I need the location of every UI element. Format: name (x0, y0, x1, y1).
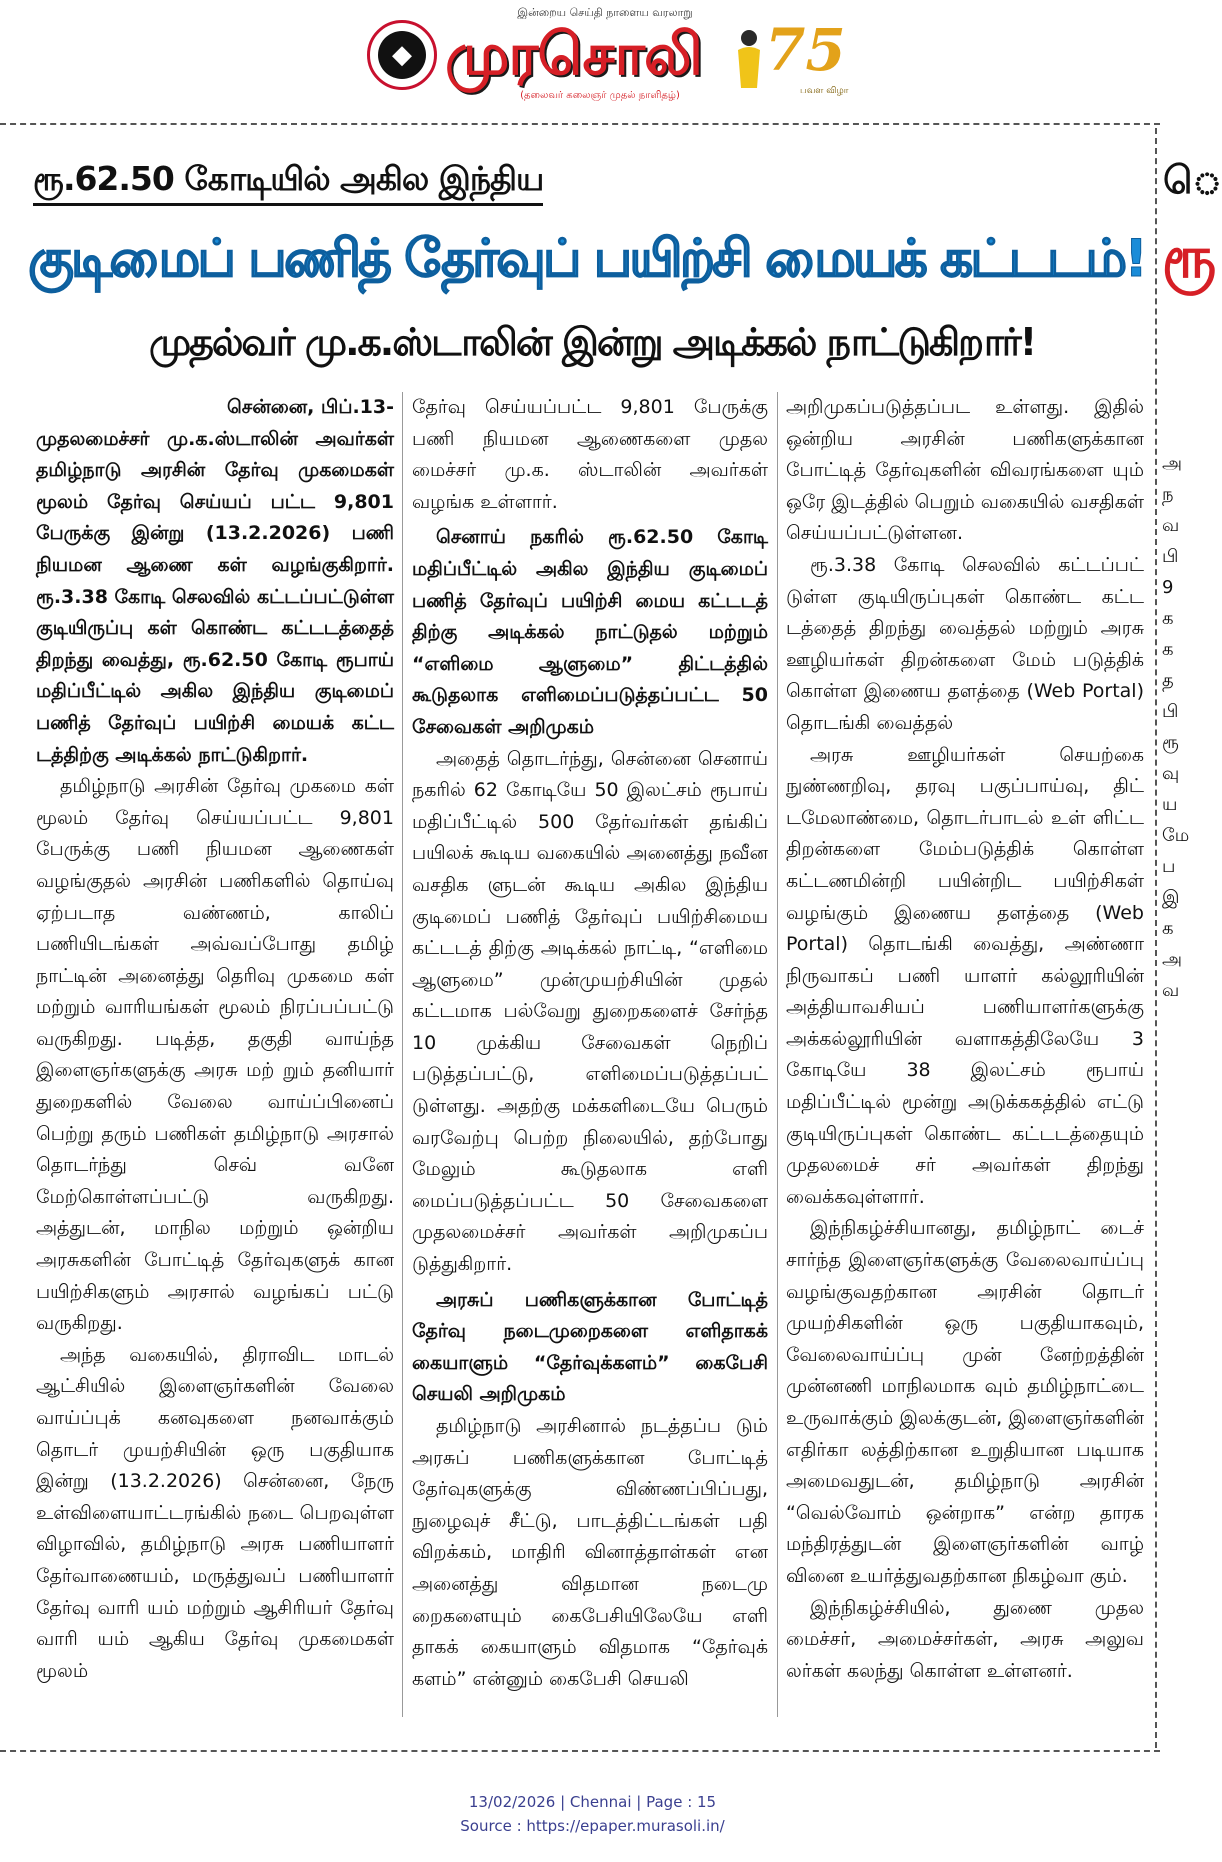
leader-figure-icon (735, 28, 763, 90)
source-link[interactable]: Source : https://epaper.murasoli.in/ (460, 1817, 725, 1835)
section-heading: அரசுப் பணிகளுக்கான போட்டித் தேர்வு நடைமுறைகளை எளிதாகக் கையாளும் “தேர்வுக்களம்” கைபேசி செயலி அறிமுகம் (412, 1288, 768, 1406)
article-column-3 (786, 392, 1144, 1687)
newspaper-brand-logo: முரசொலி (445, 20, 702, 88)
paragraph: அறிமுகப்படுத்தப்பட உள்ளது. இதில் ஒன்றிய அரசின் பணிகளுக்கான போட்டித் தேர்வுகளின் விவரங்களை யும் ஒரே இடத்தில் பெறும் வகையில் வசதிகள் செய்யப்பட்டுள்ளன. (786, 396, 1144, 545)
adjacent-text: அ ந வ பி 9 க க த பி ரூ வு ய மே ப இ க அ வ (1162, 453, 1190, 1001)
bottom-divider (0, 1750, 1160, 1752)
article-subhead: முதல்வர் மு.க.ஸ்டாலின் இன்று அடிக்கல் நாட்டுகிறார்! (148, 320, 1036, 364)
brand-subtitle: (தலைவர் கலைஞர் முதல் நாளிதழ்) (520, 90, 680, 101)
paragraph: இந்நிகழ்ச்சியானது, தமிழ்நாட் டைச் சார்ந்த இளைஞர்களுக்கு வேலைவாய்ப்பு வழங்குவதற்கான அரசின் தொடர் முயற்சிகளின் ஒரு பகுதியாகவும், வேலைவாய்ப்பு முன் னேற்றத்தின் முன்னணி மாநிலமாக வும் தமிழ்நாட்டை உருவாக்கும் இலக்குடன், இளைஞர்களின் எதிர்கா லத்திற்கான உறுதியான படியாக அமைவதுடன், தமிழ்நாடு அரசின் “வெல்வோம் ஒன்றாக” என்ற தாரக மந்திரத்துடன் இளைஞர்களின் வாழ் வினை உயர்த்துவதற்கான நிகழ்வா கும். (786, 1217, 1144, 1587)
masthead (0, 0, 1185, 125)
column-divider (402, 392, 403, 1717)
article-column-1 (36, 392, 394, 1687)
adjacent-article-fragment (1160, 128, 1222, 1748)
page-footer (0, 1790, 1185, 1838)
emblem-glyph: ◆ (378, 31, 426, 79)
paragraph: இந்நிகழ்ச்சியில், துணை முதல மைச்சர், அமைச்சர்கள், அரசு அலுவ லர்கள் கலந்து கொள்ள உள்ளனர். (786, 1596, 1144, 1682)
anniversary-tag: பவள விழா (800, 86, 849, 96)
adjacent-kicker: ெ (1163, 158, 1222, 202)
section-heading: செனாய் நகரில் ரூ.62.50 கோடி மதிப்பீட்டில் அகில இந்திய குடிமைப் பணித் தேர்வுப் பயிற்சி மைய கட்டடத் திற்கு அடிக்கல் நாட்டுதல் மற்றும் “எளிமை ஆளுமை” திட்டத்தில் கூடுதலாக எளிமைப்படுத்தப்பட்ட 50 சேவைகள் அறிமுகம் (412, 526, 768, 738)
adjacent-headline: ரூ (1162, 223, 1217, 291)
right-divider (1155, 128, 1157, 1748)
article-column-2 (412, 392, 768, 1695)
paragraph: தமிழ்நாடு அரசின் தேர்வு முகமை கள் மூலம் தேர்வு செய்யப்பட்ட 9,801 பேருக்கு பணி நியமன ஆணைகள் வழங்குதல் அரசின் பணிகளில் தொய்வு ஏற்படாத வண்ணம், காலிப் பணியிடங்கள் அவ்வப்போது தமிழ் நாட்டின் அனைத்து தெரிவு முகமை கள் மற்றும் வாரியங்கள் மூலம் நிரப்பப்பட்டு வருகிறது. படித்த, தகுதி வாய்ந்த இளைஞர்களுக்கு அரசு மற் றும் தனியார் துறைகளில் வேலை வாய்ப்பினைப் பெற்று தரும் பணிகள் தமிழ்நாடு அரசால் தொடர்ந்து செவ் வனே மேற்கொள்ளப்பட்டு வருகிறது. அத்துடன், மாநில மற்றும் ஒன்றிய அரசுகளின் போட்டித் தேர்வுகளுக் கான பயிற்சிகளும் அரசால் வழங்கப் பட்டு வருகிறது. (36, 775, 394, 1335)
paragraph: அந்த வகையில், திராவிட மாடல் ஆட்சியில் இளைஞர்களின் வேலை வாய்ப்புக் கனவுகளை நனவாக்கும் தொடர் முயற்சியின் ஒரு பகுதியாக இன்று (13.2.2026) சென்னை, நேரு உள்விளையாட்டரங்கில் நடை பெறவுள்ள விழாவில், தமிழ்நாடு அரசு பணியாளர் தேர்வாணையம், மருத்துவப் பணியாளர் தேர்வு வாரி யம் மற்றும் ஆசிரியர் தேர்வு வாரி யம் ஆகிய தேர்வு முகமைகள் மூலம் (36, 1343, 394, 1682)
paragraph: ரூ.3.38 கோடி செலவில் கட்டப்பட் டுள்ள குடியிருப்புகள் கொண்ட கட்ட டத்தைத் திறந்து வைத்தல் மற்றும் அரசு ஊழியர்கள் திறன்களை மேம் படுத்திக் கொள்ள இணைய தளத்தை (Web Portal) தொடங்கி வைத்தல் (786, 553, 1144, 734)
lead-paragraph: முதலமைச்சர் மு.க.ஸ்டாலின் அவர்கள் தமிழ்நாடு அரசின் தேர்வு முகமைகள் மூலம் தேர்வு செய்யப் பட்ட 9,801 பேருக்கு இன்று (13.2.2026) பணி நியமன ஆணை கள் வழங்குகிறார். ரூ.3.38 கோடி செலவில் கட்டப்பட்டுள்ள குடியிருப்பு கள் கொண்ட கட்டடத்தைத் திறந்து வைத்து, ரூ.62.50 கோடி ரூபாய் மதிப்பீட்டில் அகில இந்திய குடிமைப் பணித் தேர்வுப் பயிற்சி மையக் கட்ட டத்திற்கு அடிக்கல் நாட்டுகிறார். (36, 427, 394, 766)
paragraph: தமிழ்நாடு அரசினால் நடத்தப்ப டும் அரசுப் பணிகளுக்கான போட்டித் தேர்வுகளுக்கு விண்ணப்பிப்பது, நுழைவுச் சீட்டு, பாடத்திட்டங்கள் பதி விறக்கம், மாதிரி வினாத்தாள்கள் என அனைத்து விதமான நடைமு றைகளையும் கைபேசியிலேயே எளி தாகக் கையாளும் விதமாக “தேர்வுக் களம்” என்னும் கைபேசி செயலி (412, 1415, 768, 1690)
party-emblem-logo (367, 20, 437, 90)
masthead-tagline: இன்றைய செய்தி நாளைய வரலாறு (517, 6, 693, 19)
paragraph: அரசு ஊழியர்கள் செயற்கை நுண்ணறிவு, தரவு பகுப்பாய்வு, திட் டமேலாண்மை, தொடர்பாடல் உள் ளிட்ட திறன்களை மேம்படுத்திக் கொள்ள கட்டணமின்றி பயின்றிட பயிற்சிகள் வழங்கும் இணைய தளத்தை (Web Portal) தொடங்கி வைத்து, அண்ணா நிருவாகப் பணி யாளர் கல்லூரியின் அத்தியாவசியப் பணியாளர்களுக்கு அக்கல்லூரியின் வளாகத்திலேயே 3 கோடியே 38 இலட்சம் ரூபாய் மதிப்பீட்டில் மூன்று அடுக்ககத்தில் எட்டு குடியிருப்புகள் கொண்ட கட்டடத்தையும் முதலமைச் சர் அவர்கள் திறந்து வைக்கவுள்ளார். (786, 743, 1144, 1208)
edition-info: 13/02/2026 | Chennai | Page : 15 (468, 1793, 717, 1811)
paragraph: அதைத் தொடர்ந்து, சென்னை செனாய் நகரில் 62 கோடியே 50 இலட்சம் ரூபாய் மதிப்பீட்டில் 500 தேர்வர்கள் தங்கிப் பயிலக் கூடிய வகையில் அனைத்து நவீன வசதிக ளுடன் கூடிய அகில இந்திய குடிமைப் பணித் தேர்வுப் பயிற்சிமைய கட்டடத் திற்கு அடிக்கல் நாட்டி, “எளிமை ஆளுமை” முன்முயற்சியின் முதல் கட்டமாக பல்வேறு துறைகளைச் சேர்ந்த 10 முக்கிய சேவைகள் நெறிப் படுத்தப்பட்டு, எளிமைப்படுத்தப்பட் டுள்ளது. அதற்கு மக்களிடையே பெரும் வரவேற்பு பெற்ற நிலையில், தற்போது மேலும் கூடுதலாக எளி மைப்படுத்தப்பட்ட 50 சேவைகளை முதலமைச்சர் அவர்கள் அறிமுகப்ப டுத்துகிறார். (412, 747, 768, 1276)
article-kicker: ரூ.62.50 கோடியில் அகில இந்திய (33, 157, 543, 206)
paragraph: தேர்வு செய்யப்பட்ட 9,801 பேருக்கு பணி நியமன ஆணைகளை முதல மைச்சர் மு.க. ஸ்டாலின் அவர்கள் வழங்க உள்ளார். (412, 396, 768, 513)
article-headline: குடிமைப் பணித் தேர்வுப் பயிற்சி மையக் கட்டடம்! (28, 229, 1145, 289)
anniversary-75-logo: 75 (765, 16, 846, 84)
dateline: சென்னை, பிப்.13- (227, 396, 394, 418)
top-divider (0, 123, 1160, 125)
column-divider (777, 392, 778, 1717)
